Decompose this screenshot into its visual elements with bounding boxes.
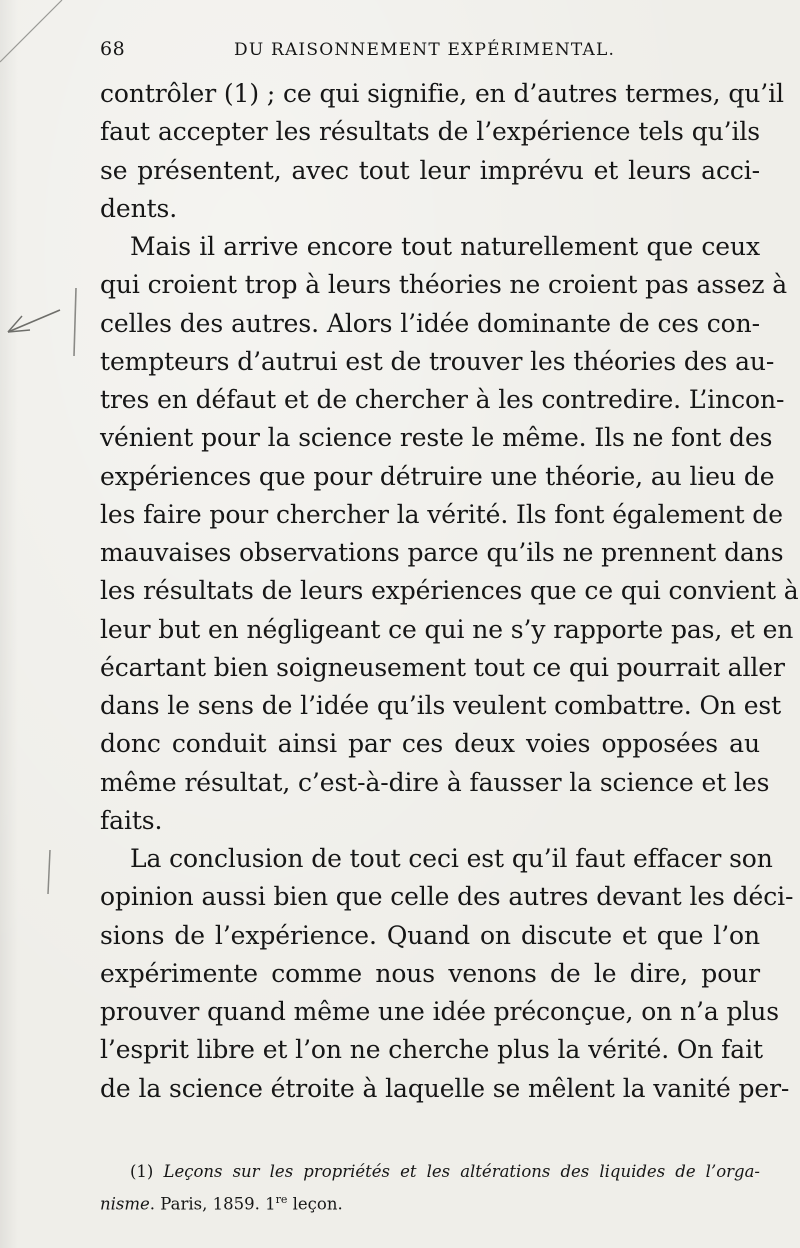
text-line: mauvaises observations parce qu’ils ne prennent dans — [100, 538, 784, 567]
footnote-title-end: nisme — [100, 1194, 150, 1214]
footnote-superscript: re — [275, 1193, 288, 1206]
text-line: sions de l’expérience. Quand on discute et que l’on — [100, 920, 760, 950]
text-line: faits. — [100, 805, 163, 835]
text-line: même résultat, c’est-à-dire à fausser la science et les — [100, 767, 770, 797]
text-line: donc conduit ainsi par ces deux voies opposées au — [100, 729, 760, 759]
footnote — [100, 1158, 760, 1214]
text-line: contrôler (1) ; ce qui signifie, en d’autres termes, qu’il — [100, 79, 784, 108]
text-line: faut accepter les résultats de l’expérience tels qu’ils — [100, 117, 760, 147]
text-line: celles des autres. Alors l’idée dominante de ces con- — [100, 308, 760, 338]
text-line: écartant bien soigneusement tout ce qui pourrait aller — [100, 652, 785, 682]
text-line: expérimente comme nous venons de le dire, pour — [100, 958, 760, 988]
text-line: tempteurs d’autrui est de trouver les théories des au- — [100, 346, 775, 376]
text-line: les faire pour chercher la vérité. Ils font également de — [100, 499, 783, 529]
page-header — [100, 38, 760, 68]
text-line: de la science étroite à laquelle se mêlent la vanité per- — [100, 1073, 790, 1103]
text-line: prouver quand même une idée préconçue, on n’a plus — [100, 997, 780, 1026]
text-line: qui croient trop à leurs théories ne croient pas assez à — [100, 270, 788, 300]
text-line: Mais il arrive encore tout naturellement que ceux — [130, 232, 760, 261]
footnote-title: Leçons sur les propriétés et les altérations des liquides de l’orga- — [163, 1162, 761, 1181]
text-line: vénient pour la science reste le même. Ils ne font des — [100, 423, 773, 453]
text-line: tres en défaut et de chercher à les contredire. L’incon- — [100, 385, 785, 414]
footnote-line — [100, 1158, 760, 1186]
text-line: dans le sens de l’idée qu’ils veulent combattre. On est — [100, 691, 782, 720]
text-line: les résultats de leurs expériences que ce qui convient à — [100, 576, 799, 606]
page-number: 68 — [100, 38, 126, 60]
footnote-line — [100, 1186, 760, 1214]
body-text — [100, 75, 799, 1108]
text-line: dents. — [100, 193, 178, 223]
footnote-marker: (1) — [130, 1162, 154, 1181]
footnote-citation-end: leçon. — [287, 1194, 343, 1214]
text-line: expériences que pour détruire une théorie, au lieu de — [100, 461, 775, 491]
text-line: La conclusion de tout ceci est qu’il faut effacer son — [130, 844, 773, 873]
running-head: DU RAISONNEMENT EXPÉRIMENTAL. — [234, 40, 616, 60]
text-line: leur but en négligeant ce qui ne s’y rapporte pas, et en — [100, 614, 794, 644]
text-line: l’esprit libre et l’on ne cherche plus la vérité. On fait — [100, 1035, 763, 1065]
text-line: se présentent, avec tout leur imprévu et leurs acci- — [100, 155, 760, 185]
footnote-citation: . Paris, 1859. 1 — [149, 1194, 276, 1214]
text-line: opinion aussi bien que celle des autres devant les déci- — [100, 882, 794, 912]
margin-bar-mark — [40, 848, 60, 898]
margin-arrow-mark — [0, 280, 95, 360]
